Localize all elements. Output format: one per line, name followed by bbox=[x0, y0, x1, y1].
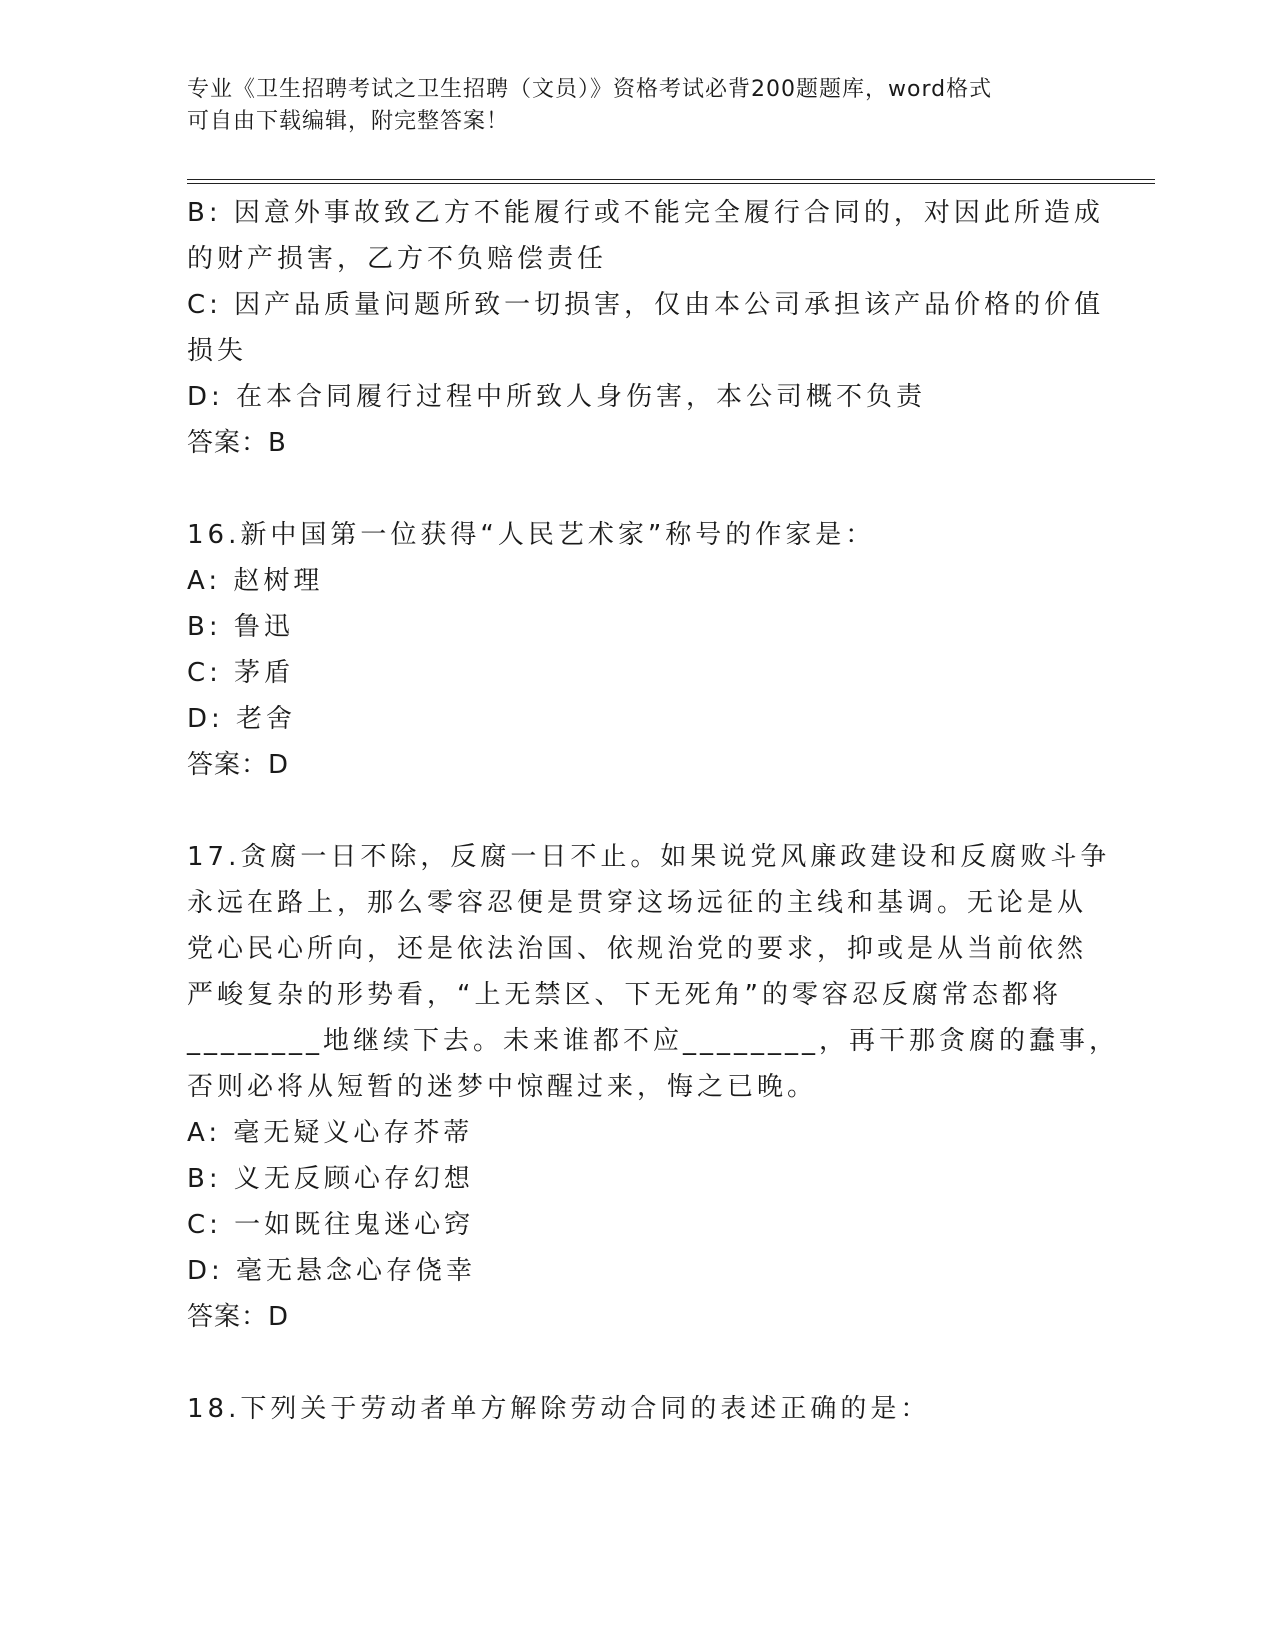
option-d: D: 毫无悬念心存侥幸 bbox=[187, 1256, 477, 1286]
document-body bbox=[187, 190, 1120, 1432]
document-header bbox=[187, 74, 1067, 138]
question-stem: 16.新中国第一位获得“人民艺术家”称号的作家是： bbox=[187, 520, 876, 550]
answer: 答案：D bbox=[187, 1302, 290, 1332]
option-b: B: 义无反顾心存幻想 bbox=[187, 1164, 474, 1194]
question-stem-line: 严峻复杂的形势看，“上无禁区、下无死角”的零容忍反腐常态都将 bbox=[187, 980, 1062, 1010]
question-17 bbox=[187, 834, 1120, 1340]
header-rule-top bbox=[187, 179, 1155, 180]
option-b: B: 鲁迅 bbox=[187, 612, 294, 642]
option-c: C: 茅盾 bbox=[187, 658, 295, 688]
option-c: C: 因产品质量问题所致一切损害，仅由本公司承担该产品价格的价值 bbox=[187, 290, 1105, 320]
option-c: C: 一如既往鬼迷心窍 bbox=[187, 1210, 475, 1240]
question-stem-line: ________地继续下去。未来谁都不应________，再干那贪腐的蠢事， bbox=[187, 1026, 1120, 1056]
header-rule-bottom bbox=[187, 183, 1155, 184]
option-b: B: 因意外事故致乙方不能履行或不能完全履行合同的，对因此所造成 bbox=[187, 198, 1104, 228]
question-stem-line: 否则必将从短暂的迷梦中惊醒过来，悔之已晚。 bbox=[187, 1072, 818, 1102]
option-d: D: 老舍 bbox=[187, 704, 297, 734]
answer: 答案：B bbox=[187, 428, 287, 458]
option-a: A: 毫无疑义心存芥蒂 bbox=[187, 1118, 474, 1148]
question-16 bbox=[187, 512, 1087, 788]
question-15-continued bbox=[187, 190, 1105, 466]
question-stem-line: 17.贪腐一日不除，反腐一日不止。如果说党风廉政建设和反腐败斗争 bbox=[187, 842, 1111, 872]
option-c-continued: 损失 bbox=[187, 336, 248, 366]
answer: 答案：D bbox=[187, 750, 290, 780]
header-line-1: 专业《卫生招聘考试之卫生招聘（文员）》资格考试必背200题题库，word格式 bbox=[187, 77, 993, 102]
option-d: D: 在本合同履行过程中所致人身伤害，本公司概不负责 bbox=[187, 382, 927, 412]
question-stem: 18.下列关于劳动者单方解除劳动合同的表述正确的是： bbox=[187, 1394, 931, 1424]
option-b-continued: 的财产损害，乙方不负赔偿责任 bbox=[187, 244, 608, 274]
question-stem-line: 党心民心所向，还是依法治国、依规治党的要求，抑或是从当前依然 bbox=[187, 934, 1088, 964]
question-stem-line: 永远在路上，那么零容忍便是贯穿这场远征的主线和基调。无论是从 bbox=[187, 888, 1088, 918]
header-line-2: 可自由下载编辑，附完整答案！ bbox=[187, 109, 510, 134]
question-18 bbox=[187, 1386, 1087, 1432]
option-a: A: 赵树理 bbox=[187, 566, 324, 596]
